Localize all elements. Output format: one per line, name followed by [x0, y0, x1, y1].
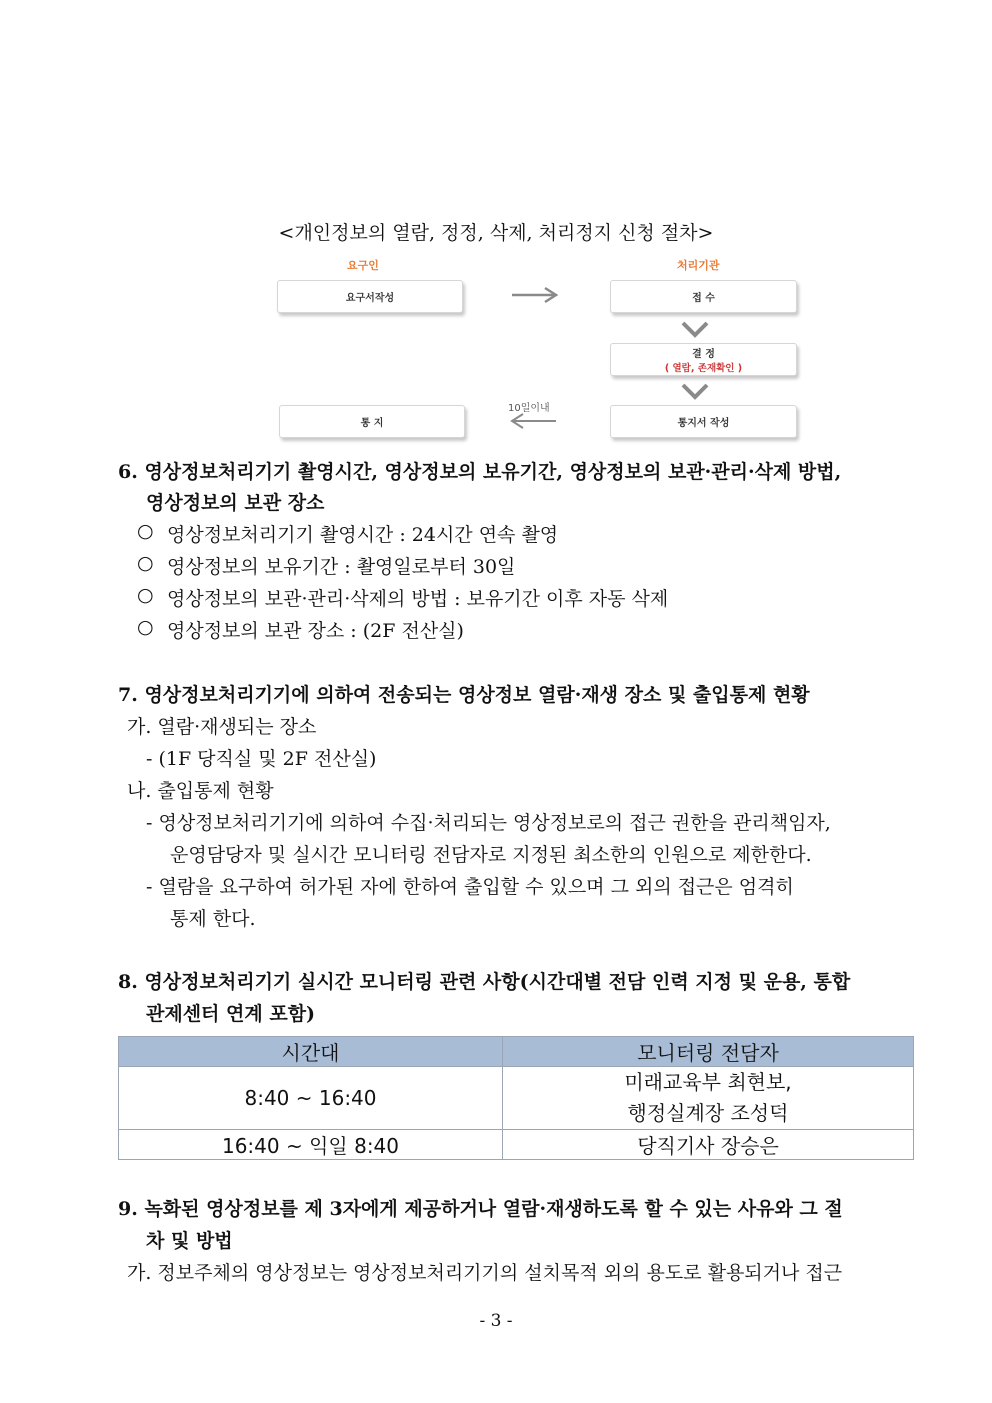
table-row — [119, 1130, 914, 1160]
flow-box-receive-label: 접 수 — [692, 293, 715, 304]
agency-label: 처리기관 — [677, 259, 720, 272]
flow-box-request — [277, 280, 463, 313]
section9-a-line: 가. 정보주체의 영상정보는 영상정보처리기기의 설치목적 외의 용도로 활용되거나 접근 — [127, 1262, 843, 1284]
section6-item: 영상정보의 보관·관리·삭제의 방법 : 보유기간 이후 자동 삭제 — [167, 588, 669, 610]
section6-bullet: ○ — [137, 552, 154, 574]
figure-title: <개인정보의 열람, 정정, 삭제, 처리정지 신청 절차> — [278, 222, 714, 244]
table-header-time: 시간대 — [119, 1037, 503, 1067]
section6-bullet: ○ — [137, 584, 154, 606]
flow-box-decide-label: 결 정 — [692, 349, 715, 360]
section8-title-line1: 8. 영상정보처리기기 실시간 모니터링 관련 사항(시간대별 전담 인력 지정 및 운용, 통합 — [118, 971, 851, 993]
flow-box-request-label: 요구서작성 — [345, 293, 395, 304]
section7-b-item2-line2: 통제 한다. — [170, 908, 256, 930]
section6-bullet: ○ — [137, 616, 154, 638]
table-row — [119, 1067, 914, 1130]
section9-title-line1: 9. 녹화된 영상정보를 제 3자에게 제공하거나 열람·재생하도록 할 수 있는 사유와 그 절 — [118, 1198, 843, 1220]
flow-box-receive — [610, 280, 797, 313]
arrow-down-icon — [680, 380, 710, 402]
flow-box-decide-sublabel: ( 열람, 존재확인 ) — [664, 363, 743, 374]
flow-box-decide — [610, 343, 797, 376]
section6-title-line2: 영상정보의 보관 장소 — [146, 492, 325, 514]
section6-item: 영상정보의 보관 장소 : (2F 전산실) — [167, 620, 464, 642]
section7-b-item1-line2: 운영담당자 및 실시간 모니터링 전담자로 지정된 최소한의 인원으로 제한한다. — [170, 844, 812, 866]
arrow-right-icon — [510, 286, 560, 304]
table-cell-time: 16:40 ~ 익일 8:40 — [119, 1130, 503, 1160]
arrow-left-icon — [508, 412, 558, 430]
table-cell-time: 8:40 ~ 16:40 — [119, 1067, 503, 1130]
section9-title-line2: 차 및 방법 — [146, 1230, 233, 1252]
section7-a-label: 가. 열람·재생되는 장소 — [127, 716, 317, 738]
requester-label: 요구인 — [347, 259, 379, 272]
page-number: - 3 - — [479, 1311, 513, 1331]
within-days-label: 10일이내 — [508, 403, 550, 414]
table-cell-staff-line: 행정실계장 조성덕 — [627, 1101, 789, 1125]
section6-bullet: ○ — [137, 520, 154, 542]
section7-title: 7. 영상정보처리기기에 의하여 전송되는 영상정보 열람·재생 장소 및 출입통제 현황 — [118, 684, 810, 706]
table-cell-staff — [503, 1067, 914, 1130]
flow-box-notify — [279, 405, 465, 438]
section6-item: 영상정보의 보유기간 : 촬영일로부터 30일 — [167, 556, 516, 578]
arrow-down-icon — [680, 318, 710, 340]
section6-title-line1: 6. 영상정보처리기기 촬영시간, 영상정보의 보유기간, 영상정보의 보관·관리·삭제 방법, — [118, 461, 842, 483]
section7-b-label: 나. 출입통제 현황 — [127, 780, 274, 802]
section7-a-item: - (1F 당직실 및 2F 전산실) — [146, 748, 377, 770]
monitoring-table — [118, 1036, 914, 1160]
table-header-staff: 모니터링 전담자 — [503, 1037, 914, 1067]
section7-b-item1-line1: - 영상정보처리기기에 의하여 수집·처리되는 영상정보로의 접근 권한을 관리책임자, — [146, 812, 831, 834]
section8-title-line2: 관제센터 연계 포함) — [146, 1003, 316, 1025]
section7-b-item2-line1: - 열람을 요구하여 허가된 자에 한하여 출입할 수 있으며 그 외의 접근은 엄격히 — [146, 876, 794, 898]
section6-item: 영상정보처리기기 촬영시간 : 24시간 연속 촬영 — [167, 524, 559, 546]
table-cell-staff: 당직기사 장승은 — [503, 1130, 914, 1160]
flow-box-notice-doc-label: 통지서 작성 — [677, 418, 730, 429]
flow-box-notice-doc — [610, 405, 797, 438]
table-header-row — [119, 1037, 914, 1067]
flow-box-notify-label: 통 지 — [360, 418, 384, 429]
table-cell-staff-line: 미래교육부 최현보, — [624, 1070, 792, 1094]
